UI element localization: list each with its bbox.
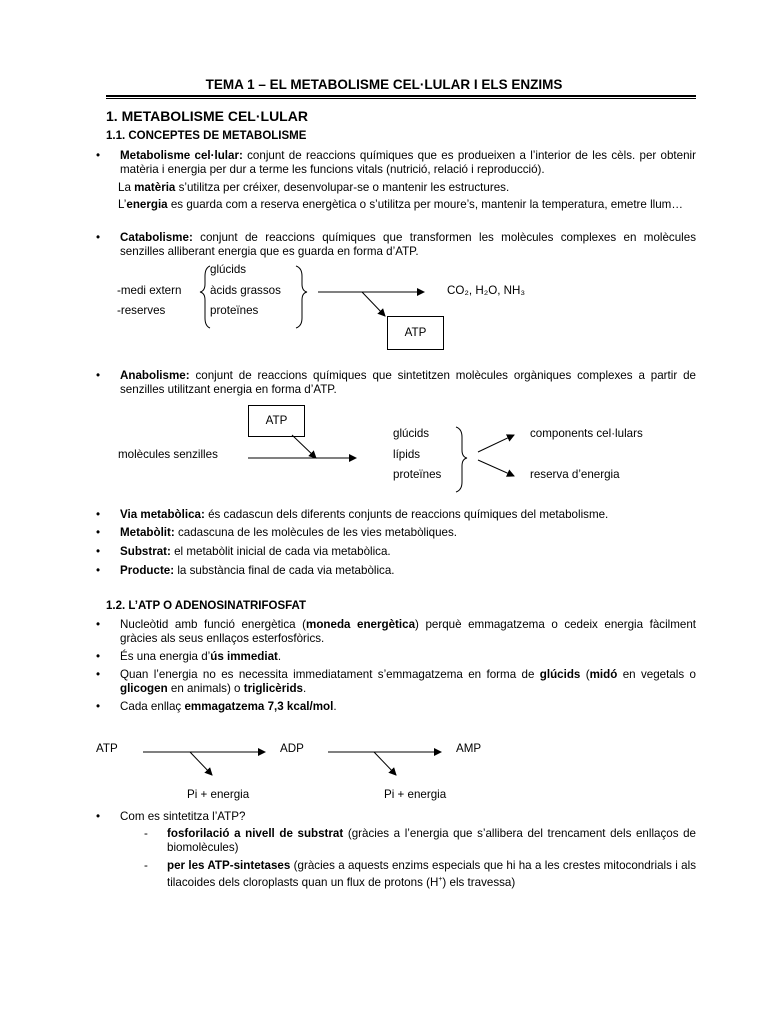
chain-pi-energia-2: Pi + energia: [384, 788, 447, 801]
ana-item-proteines: proteïnes: [393, 468, 442, 481]
list-item-sintesi: • Com es sintetitza l’ATP?: [96, 810, 246, 823]
dash-2: -: [144, 859, 148, 872]
list-item-substrat: • Substrat: el metabòlit inicial de cada via metabòlica.: [96, 545, 391, 558]
ana-item-glucids: glúcids: [393, 427, 430, 440]
ana-out-components: components cel·lulars: [530, 427, 643, 440]
cat-item-glucids: glúcids: [210, 263, 247, 276]
sublist-item-atp-sintetases: per les ATP-sintetases (gràcies a aquests enzims especials que hi ha a les crestes mitocondrials i als tilacoides dels cloroplasts quan un flux de protons (H+) els travessa): [167, 859, 696, 890]
ana-item-lipids: lípids: [393, 448, 421, 461]
sublist-item-fosforilacio: fosforilació a nivell de substrat (gràcies a l’energia que s’allibera del trencament dels enllaços de biomolècules): [167, 827, 696, 855]
ana-out-arrow-top: [478, 435, 514, 452]
cat-item-acids-grassos: àcids grassos: [210, 284, 281, 297]
dash-1: -: [144, 827, 148, 840]
chain-pi-energia-1: Pi + energia: [187, 788, 250, 801]
ana-atp-arrow: [292, 435, 316, 458]
list-item-nucleotid: • Nucleòtid amb funció energètica (moneda energètica) perquè emmagatzema o cedeix energia fàcilment gràcies als seus enllaços esterfosfòrics.: [96, 618, 696, 646]
cat-label-medi-extern: -medi extern: [117, 284, 182, 297]
cat-atp-box: ATP: [387, 316, 444, 350]
ana-out-arrow-bottom: [478, 460, 514, 476]
ana-right-brace: [456, 427, 467, 492]
cat-item-proteines: proteïnes: [210, 304, 259, 317]
page-title: TEMA 1 – EL METABOLISME CEL·LULAR I ELS ENZIMS: [205, 77, 563, 92]
chain-sub-arrow-2: [374, 752, 396, 775]
cat-atp-arrow: [362, 292, 385, 316]
chain-adp: ADP: [280, 742, 304, 755]
paragraph-energia: L’energia es guarda com a reserva energètica o s’utilitza per moure’s, mantenir la temperatura, emetre llum…: [118, 198, 683, 211]
ana-source: molècules senzilles: [118, 448, 218, 461]
ana-out-reserva: reserva d’energia: [530, 468, 620, 481]
chain-sub-arrow-1: [190, 752, 212, 775]
subsection-heading-atp: 1.2. L’ATP O ADENOSINATRIFOSFAT: [106, 600, 306, 612]
list-item-emmagatzema: • Quan l’energia no es necessita immediatament s’emmagatzema en forma de glúcids (midó en vegetals o glicogen en animals) o triglicèrids.: [96, 668, 696, 696]
cat-left-brace: [200, 266, 210, 328]
cat-right-brace: [296, 266, 307, 328]
list-item-producte: • Producte: la substància final de cada via metabòlica.: [96, 564, 395, 577]
section-heading: 1. METABOLISME CEL·LULAR: [106, 108, 308, 124]
subsection-heading: 1.1. CONCEPTES DE METABOLISME: [106, 130, 307, 142]
list-item-metabolisme: • Metabolisme cel·lular: conjunt de reaccions químiques que es produeixen a l’interior de les cèls. per obtenir matèria i energia per dur a terme les funcions vitals (nutrició, relació i reproducció).: [96, 149, 696, 177]
list-item-us-immediat: • És una energia d’ús immediat.: [96, 650, 282, 663]
list-item-catabolisme: • Catabolisme: conjunt de reaccions químiques que transformen les molècules complexes en molècules senzilles alliberant energia que es guarda en forma d’ATP.: [96, 231, 696, 259]
cat-products: CO₂, H₂O, NH₃: [447, 284, 526, 297]
cat-label-reserves: -reserves: [117, 304, 166, 317]
chain-atp: ATP: [96, 742, 118, 755]
list-item-enllac: • Cada enllaç emmagatzema 7,3 kcal/mol.: [96, 700, 337, 713]
list-item-metabolit: • Metabòlit: cadascuna de les molècules de les vies metabòliques.: [96, 526, 458, 539]
list-item-via-metabolica: • Via metabòlica: és cadascun dels diferents conjunts de reaccions químiques del metabolisme.: [96, 508, 609, 521]
paragraph-materia: La matèria s’utilitza per créixer, desenvolupar-se o mantenir les estructures.: [118, 181, 510, 194]
chain-amp: AMP: [456, 742, 482, 755]
ana-atp-box: ATP: [248, 405, 305, 437]
list-item-anabolisme: • Anabolisme: conjunt de reaccions químiques que sintetitzen molècules orgàniques complexes a partir de senzilles utilitzant energia en forma d’ATP.: [96, 369, 696, 397]
